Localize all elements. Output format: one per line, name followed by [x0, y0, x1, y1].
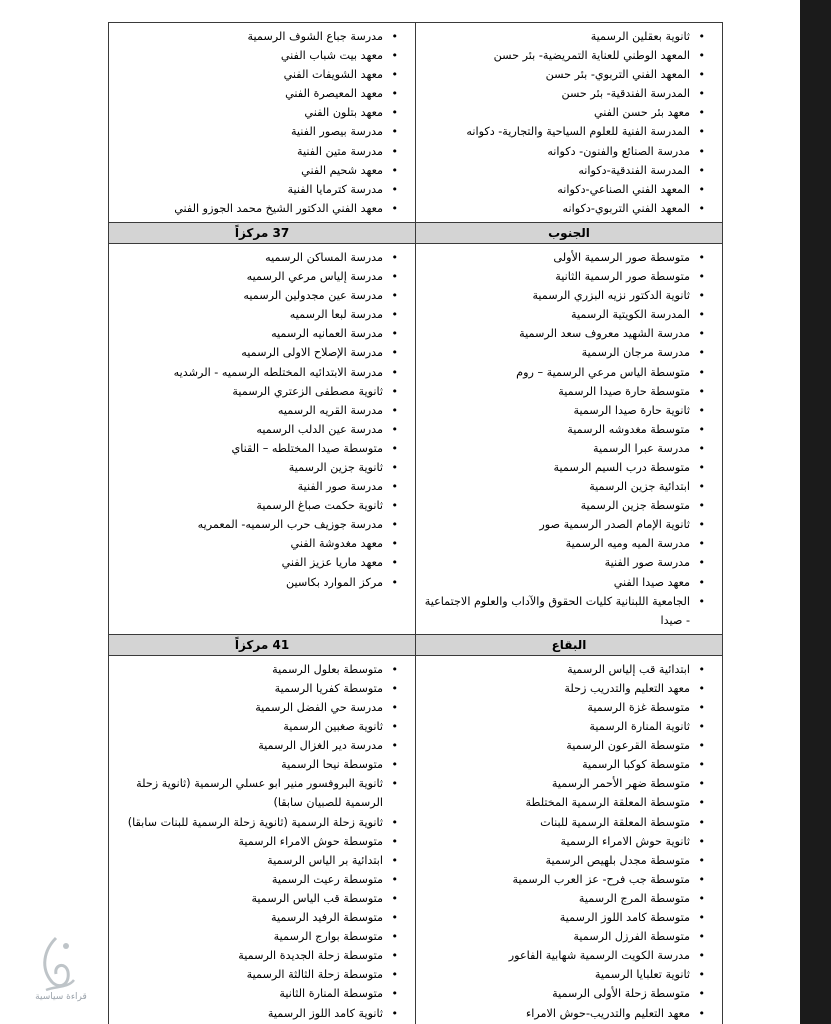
list-item: • مدرسة لبعا الرسميه [113, 305, 397, 324]
list-item: • المعهد الفني التربوي-دكوانه [420, 199, 704, 218]
south-row [109, 243, 723, 634]
list-item: • ثانوية مصطفى الزعتري الرسمية [113, 382, 397, 401]
list-item: • متوسطة غزة الرسمية [420, 698, 704, 717]
watermark-text: قراءة سياسية [35, 992, 87, 1002]
south-left-cell [109, 243, 416, 634]
list-item: • متوسطة زحلة الأولى الرسمية [420, 984, 704, 1003]
list-item: • متوسطة حوش الامراء الرسمية [113, 832, 397, 851]
top-left-list [109, 23, 415, 222]
list-item: • مدرسة كترمايا الفنية [113, 180, 397, 199]
bekaa-region-header: البقاع [416, 634, 723, 655]
list-item: • ثانوية صغبين الرسمية [113, 717, 397, 736]
south-left-list [109, 244, 415, 596]
list-item: • معهد شحيم الفني [113, 161, 397, 180]
list-item: • متوسطة المرج الرسمية [420, 889, 704, 908]
list-item: • متوسطة جب فرح- عز العرب الرسمية [420, 870, 704, 889]
bekaa-right-list [416, 656, 722, 1024]
list-item: • مدرسة العمانيه الرسميه [113, 324, 397, 343]
centers-table [108, 22, 723, 1024]
list-item: • متوسطة بوارج الرسمية [113, 927, 397, 946]
list-item: • ثانوية حكمت صباغ الرسمية [113, 496, 397, 515]
list-item: • المعهد الفني التربوي- بئر حسن [420, 65, 704, 84]
list-item: • مدرسة الشهيد معروف سعد الرسمية [420, 324, 704, 343]
bekaa-left-cell [109, 655, 416, 1024]
bekaa-left-list [109, 656, 415, 1024]
list-item: • ثانوية البروفسور منير ابو عسلي الرسمية (ثانوية زحلة الرسمية للصبيان سابقا) [113, 774, 397, 812]
list-item: • معهد بيت شباب الفني [113, 46, 397, 65]
list-item: • متوسطة نيحا الرسمية [113, 755, 397, 774]
list-item: • مدرسة الصنائع والفنون- دكوانه [420, 142, 704, 161]
list-item: • المدرسة الفندقية-دكوانه [420, 161, 704, 180]
list-item: • متوسطة صور الرسمية الأولى [420, 248, 704, 267]
list-item: • ابتدائية جزين الرسمية [420, 477, 704, 496]
list-item: • مدرسة الابتدائيه المختلطه الرسميه - الرشديه [113, 363, 397, 382]
list-item: • مدرسة المساكن الرسميه [113, 248, 397, 267]
list-item: • متوسطة مغدوشه الرسمية [420, 420, 704, 439]
list-item: • المعهد الفني الصناعي-دكوانه [420, 180, 704, 199]
list-item: • معهد الفني الدكتور الشيخ محمد الجوزو الفني [113, 199, 397, 218]
list-item: • مدرسة جوزيف حرب الرسميه- المعمريه [113, 515, 397, 534]
list-item: • معهد التعليم والتدريب زحلة [420, 679, 704, 698]
bekaa-row [109, 655, 723, 1024]
list-item: • المعهد الوطني للعناية التمريضية- بئر حسن [420, 46, 704, 65]
list-item: • متوسطة رعيت الرسمية [113, 870, 397, 889]
list-item: • مدرسة مرجان الرسمية [420, 343, 704, 362]
list-item: • ثانوية الدكتور نزيه البزري الرسمية [420, 286, 704, 305]
list-item: • مدرسة عين مجدولين الرسميه [113, 286, 397, 305]
list-item: • مدرسة القريه الرسميه [113, 401, 397, 420]
list-item: • متوسطة زحلة الثالثة الرسمية [113, 965, 397, 984]
list-item: • ثانوية الإمام الصدر الرسمية صور [420, 515, 704, 534]
list-item: • مدرسة الكويت الرسمية شهابية الفاعور [420, 946, 704, 965]
list-item: • معهد بتلون الفني [113, 103, 397, 122]
south-right-cell [416, 243, 723, 634]
list-item: • مدرسة إلياس مرعي الرسميه [113, 267, 397, 286]
list-item: • معهد الشويفات الفني [113, 65, 397, 84]
list-item: • مدرسة صور الفنية [113, 477, 397, 496]
list-item: • متوسطة مجدل بلهيص الرسمية [420, 851, 704, 870]
list-item: • مدرسة عين الدلب الرسميه [113, 420, 397, 439]
list-item: • متوسطة المعلقة الرسمية المختلطة [420, 793, 704, 812]
list-item: • متوسطة درب السيم الرسمية [420, 458, 704, 477]
top-left-cell [109, 23, 416, 223]
list-item: • معهد صيدا الفني [420, 573, 704, 592]
list-item: • متوسطة القرعون الرسمية [420, 736, 704, 755]
list-item: • المدرسة الفنية للعلوم السياحية والتجارية- دكوانه [420, 122, 704, 141]
list-item: • متوسطة كامد اللوز الرسمية [420, 908, 704, 927]
list-item: • متوسطة زحلة الجديدة الرسمية [113, 946, 397, 965]
south-count-header: 37 مركزاً [109, 222, 416, 243]
south-region-header: الجنوب [416, 222, 723, 243]
list-item: • المدرسة الكويتية الرسمية [420, 305, 704, 324]
list-item: • معهد التعليم والتدريب-حوش الامراء [420, 1004, 704, 1023]
list-item: • متوسطة قب الياس الرسمية [113, 889, 397, 908]
bekaa-right-cell [416, 655, 723, 1024]
list-item: • متوسطة بعلول الرسمية [113, 660, 397, 679]
list-item: • متوسطة ضهر الأحمر الرسمية [420, 774, 704, 793]
list-item: • مدرسة جباع الشوف الرسمية [113, 27, 397, 46]
list-item: • الجامعية اللبنانية كليات الحقوق والآداب والعلوم الاجتماعية - صيدا [420, 592, 704, 630]
list-item: • ثانوية تعلبايا الرسمية [420, 965, 704, 984]
list-item: • مدرسة صور الفنية [420, 553, 704, 572]
list-item: • مدرسة الميه وميه الرسمية [420, 534, 704, 553]
list-item: • مدرسة عبرا الرسمية [420, 439, 704, 458]
bekaa-header-row [109, 634, 723, 655]
list-item: • ثانوية جزين الرسمية [113, 458, 397, 477]
list-item: • المدرسة الفندقية- بئر حسن [420, 84, 704, 103]
list-item: • ثانوية زحلة الرسمية (ثانوية زحلة الرسمية للبنات سابقا) [113, 813, 397, 832]
list-item: • متوسطة صور الرسمية الثانية [420, 267, 704, 286]
list-item: • ثانوية حوش الامراء الرسمية [420, 832, 704, 851]
list-item: • متوسطة الياس مرعي الرسمية – روم [420, 363, 704, 382]
list-item: • متوسطة الرفيد الرسمية [113, 908, 397, 927]
list-item: • متوسطة الفرزل الرسمية [420, 927, 704, 946]
list-item: • متوسطة كفريا الرسمية [113, 679, 397, 698]
top-right-cell [416, 23, 723, 223]
list-item: • مدرسة متين الفنية [113, 142, 397, 161]
top-right-list [416, 23, 722, 222]
screen-edge [800, 0, 831, 1024]
list-item: • مدرسة دير الغزال الرسمية [113, 736, 397, 755]
list-item: • ثانوية بعقلين الرسمية [420, 27, 704, 46]
bekaa-count-header: 41 مركزاً [109, 634, 416, 655]
list-item: • ابتدائية قب إلياس الرسمية [420, 660, 704, 679]
list-item: • معهد مغدوشة الفني [113, 534, 397, 553]
list-item: • معهد المعيصرة الفني [113, 84, 397, 103]
list-item: • ثانوية حارة صيدا الرسمية [420, 401, 704, 420]
list-item: • متوسطة كوكبا الرسمية [420, 755, 704, 774]
south-right-list [416, 244, 722, 634]
list-item: • معهد ماريا عزيز الفني [113, 553, 397, 572]
list-item: • متوسطة المنارة الثانية [113, 984, 397, 1003]
list-item: • متوسطة المعلقة الرسمية للبنات [420, 813, 704, 832]
list-item: • متوسطة صيدا المختلطه – القناي [113, 439, 397, 458]
list-item: • مدرسة حي الفضل الرسمية [113, 698, 397, 717]
south-header-row [109, 222, 723, 243]
top-row [109, 23, 723, 223]
list-item: • متوسطة جزين الرسمية [420, 496, 704, 515]
list-item: • مدرسة بيصور الفنية [113, 122, 397, 141]
list-item: • مركز الموارد بكاسين [113, 573, 397, 592]
list-item: • متوسطة حارة صيدا الرسمية [420, 382, 704, 401]
list-item: • ثانوية كامد اللوز الرسمية [113, 1004, 397, 1023]
list-item: • ابتدائية بر الياس الرسمية [113, 851, 397, 870]
list-item: • مدرسة الإصلاح الاولى الرسميه [113, 343, 397, 362]
list-item: • ثانوية المنارة الرسمية [420, 717, 704, 736]
list-item: • معهد بئر حسن الفني [420, 103, 704, 122]
